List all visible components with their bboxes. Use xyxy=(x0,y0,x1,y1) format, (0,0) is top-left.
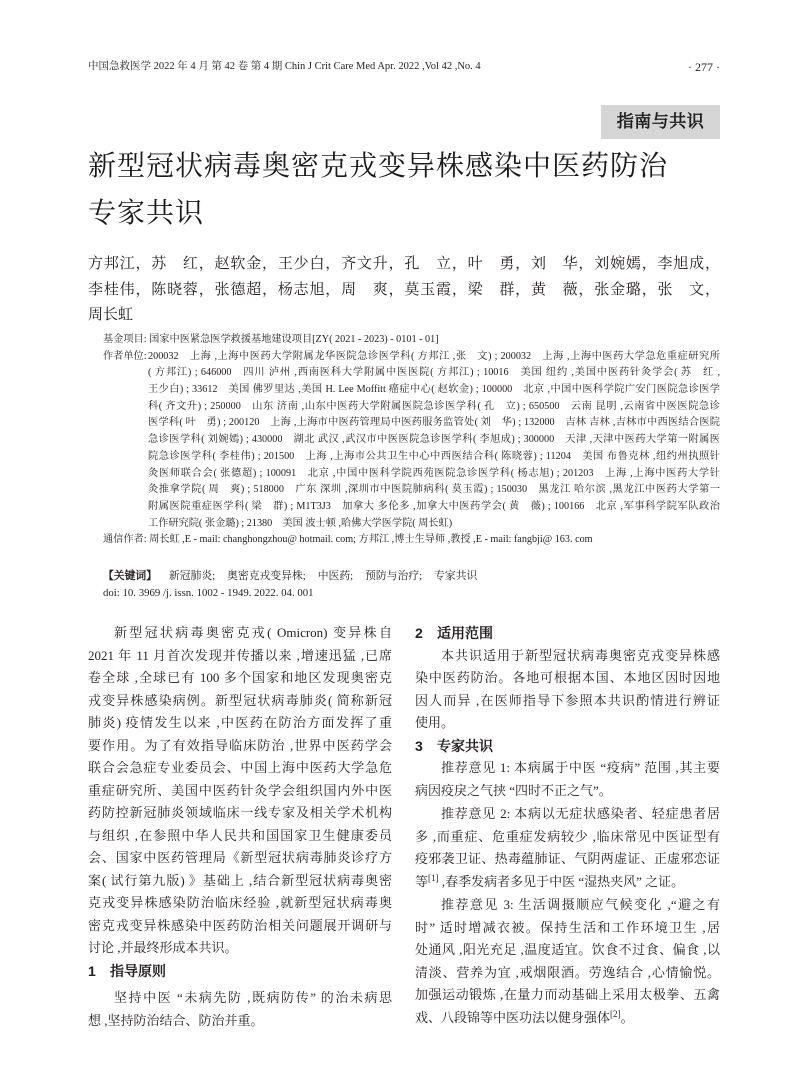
affiliation-line: 200032 上海 ,上海中医药大学附属龙华医院急诊医学科( 方邦江 ,张 文) ; 200032 上海 ,上海中医药大学急危重症研究所 xyxy=(148,350,720,362)
text-line: 处通风 ,阳光充足 ,温度适宜。饮食不过食、偏食 ,以 xyxy=(415,942,720,957)
text-line xyxy=(415,871,720,894)
body-column-right xyxy=(415,622,720,1029)
text-line: 讨论 ,并最终形成本共识。 xyxy=(88,940,238,955)
text-fragment: ,春季发病者多见于中医 “湿热夹风” 之证。 xyxy=(438,873,685,889)
keywords-block xyxy=(103,568,720,602)
text-line: 推荐意见 2: 本病以无症状感染者、轻症患者居 xyxy=(441,806,720,821)
keyword: 新冠肺炎; xyxy=(168,570,216,582)
keyword: 预防与治疗; xyxy=(365,570,423,582)
title-line: 新型冠状病毒奥密克戎变异株感染中医药防治 xyxy=(88,150,669,181)
text-line: 病因疫戾之气挟 “四时不正之气”。 xyxy=(415,782,612,798)
text-line: 案( 试行第九版) 》基础上 ,结合新型冠状病毒奥密 xyxy=(88,872,392,888)
text-line: 想 ,坚持防治结合、防治并重。 xyxy=(88,1012,264,1028)
affiliation-line: 医学科( 叶 勇) ; 200120 上海 ,上海市中医药管理局中医药服务监管处( 刘 华) ; 132000 吉林 吉林 ,吉林市中西医结合医院 xyxy=(148,417,720,429)
text-line: 清淡、营养为宜 ,戒烟限酒。劳逸结合 ,心情愉悦。 xyxy=(415,964,720,980)
section-number: 1 xyxy=(88,962,96,979)
text-line: 联合会急症专业委员会、中国上海中医药大学急危 xyxy=(88,760,392,775)
recommendation-2 xyxy=(415,803,720,893)
text-line: 2021 年 11 月首次发现并传播以来 ,增速迅猛 ,已席 xyxy=(88,647,392,663)
affiliation-line: 附属医院重症医学科( 梁 群) ; M1T3J3 加拿大 多伦多 ,加拿大中医药学会( 黄 薇) ; 100166 北京 ,军事科学院军队政治 xyxy=(148,500,720,512)
section-label: 指南与共识 xyxy=(601,105,720,139)
text-line: 多 ,而重症、危重症发病较少 ,临床常见中医证型有 xyxy=(415,828,720,844)
affiliation-line: 急诊医学科( 刘婉嫣) ; 430000 湖北 武汉 ,武汉市中医医院急诊医学科( 李旭成) ; 300000 天津 ,天津中医药大学第一附属医 xyxy=(148,434,720,446)
text-line: 密克戎变异株感染中医药防治相关问题展开调研与 xyxy=(88,917,392,933)
keywords-label: 【关键词】 xyxy=(103,570,157,582)
title-line: 专家共识 xyxy=(88,197,205,228)
recommendation-1 xyxy=(415,757,720,802)
text-fragment: 戏、八段锦等中医功法以健身强体 xyxy=(415,1009,611,1025)
text-line: 疫邪袭卫证、热毒蕴肺证、气阴两虚证、正虚邪恋证 xyxy=(415,851,720,866)
affiliations xyxy=(103,349,720,533)
text-line: 戎变异株感染病例。新型冠状病毒肺炎( 简称新冠 xyxy=(88,692,392,708)
text-line: 加强运动锻炼 ,在量力而动基础上采用太极拳、五禽 xyxy=(415,987,720,1002)
text-fragment: 等 xyxy=(415,873,429,889)
body-column-left xyxy=(88,622,392,1032)
text-line: 肺炎) 疫情发生以来 ,中医药在防治方面发挥了重 xyxy=(88,715,392,730)
section-heading xyxy=(415,735,720,758)
doi: doi: 10. 3969 /j. issn. 1002 - 1949. 2022. 04. 001 xyxy=(103,587,314,599)
affiliation-line: 灸医师联合会( 张德超) ; 100091 北京 ,中国中医科学院西苑医院急诊医学科( 杨志旭) ; 201203 上海 ,上海中医药大学针 xyxy=(148,467,720,479)
keyword: 中医药; xyxy=(317,570,354,582)
text-line: 卷全球 ,全球已有 100 多个国家和地区发现奥密克 xyxy=(88,670,392,685)
affiliation-line: 王少白) ; 33612 美国 佛罗里达 ,美国 H. Lee Moffitt 癌症中心( 赵软金) ; 100000 北京 ,中国中医科学院广安门医院急诊医学 xyxy=(148,384,720,396)
paragraph xyxy=(88,987,392,1032)
correspondence-text: 周长虹 ,E - mail: changhongzhou@ hotmail. com; 方邦江 ,博士生导师 ,教授 ,E - mail: fangbji@ 163. com xyxy=(146,534,593,546)
author-list xyxy=(88,252,720,329)
text-line: 与组织 ,在参照中华人民共和国国家卫生健康委员 xyxy=(88,827,392,843)
correspondence-label: 通信作者: xyxy=(103,534,147,546)
funding-label: 基金项目: xyxy=(103,334,147,345)
text-line: 会、国家中医药管理局《新型冠状病毒肺炎诊疗方 xyxy=(88,850,392,865)
keyword: 专家共识 xyxy=(434,570,478,582)
affiliation-line: ( 方邦江) ; 646000 四川 泸州 ,西南医科大学附属中医医院( 方邦江) ; 10016 美国 纽约 ,美国中医药针灸学会( 苏 红 , xyxy=(148,367,720,379)
section-number: 3 xyxy=(415,737,423,754)
text-line: 克戎变异株感染防治临床经验 ,就新型冠状病毒奥 xyxy=(88,895,392,910)
section-heading-text: 专家共识 xyxy=(437,737,493,754)
text-line: 坚持中医 “未病先防 ,既病防传” 的治未病思 xyxy=(114,990,392,1005)
affiliation-line: 工作研究院( 张金璐) ; 21380 美国 波士顿 ,哈佛大学医学院( 周长虹) xyxy=(148,517,453,529)
text-line: 重症研究所、美国中医药针灸学会组织国内外中医 xyxy=(88,782,392,798)
citation-ref[interactable]: [2] xyxy=(610,1008,621,1019)
section-heading-text: 指导原则 xyxy=(110,962,166,979)
text-line: 使用。 xyxy=(415,715,455,730)
text-line: 推荐意见 3: 生活调摄顺应气候变化 ,“避之有 xyxy=(441,897,720,912)
text-line: 因人而异 ,在医师指导下参照本共识酌情进行辨证 xyxy=(415,692,720,708)
section-number: 2 xyxy=(415,625,423,641)
running-head: 中国急救医学 2022 年 4 月 第 42 卷 第 4 期 Chin J Crit Care Med Apr. 2022 ,Vol 42 ,No. 4 xyxy=(88,61,481,72)
keywords xyxy=(103,568,720,585)
section-heading xyxy=(415,622,720,645)
citation-ref[interactable]: [1] xyxy=(428,872,439,883)
affiliations-label: 作者单位: xyxy=(103,350,147,362)
text-line: 药防控新冠肺炎领域临床一线专家及相关学术机构 xyxy=(88,805,392,820)
funding-text: 国家中医紧急医学救援基地建设项目[ZY( 2021 - 2023) - 0101 - 01] xyxy=(146,334,439,345)
text-line: 要作用。为了有效指导临床防治 ,世界中医药学会 xyxy=(88,737,392,753)
author-line: 周长虹 xyxy=(88,307,134,323)
article-title xyxy=(88,142,720,236)
text-line: 染中医药防治。各地可根据本国、本地区因时因地 xyxy=(415,670,720,685)
text-line: 推荐意见 1: 本病属于中医 “疫病” 范围 ,其主要 xyxy=(441,760,720,775)
front-matter xyxy=(103,332,720,549)
recommendation-3 xyxy=(415,894,720,1029)
affiliation-line: 科( 齐文升) ; 250000 山东 济南 ,山东中医药大学附属医院急诊医学科( 孔 立) ; 650500 云南 昆明 ,云南省中医医院急诊 xyxy=(148,400,720,412)
author-line: 方邦江，苏 红，赵软金，王少白，齐文升，孔 立，叶 勇，刘 华，刘婉嫣，李旭成， xyxy=(88,256,720,272)
section-heading-text: 适用范围 xyxy=(437,625,493,641)
correspondence xyxy=(103,532,720,549)
intro-paragraph xyxy=(88,622,392,960)
affiliation-line: 灸推拿学院( 周 爽) ; 518000 广东 深圳 ,深圳市中医院肺病科( 莫玉霞) ; 150030 黑龙江 哈尔滨 ,黑龙江中医药大学第一 xyxy=(148,484,720,496)
paragraph xyxy=(415,645,720,735)
funding xyxy=(103,332,720,349)
affiliation-line: 院急诊医学科( 李桂伟) ; 201500 上海 ,上海市公共卫生中心中西医结合科( 陈晓蓉) ; 11204 美国 布鲁克林 ,纽约州执照针 xyxy=(148,450,720,462)
text-line: 时” 适时增减衣被。保持生活和工作环境卫生 ,居 xyxy=(415,919,720,935)
text-line xyxy=(415,1007,720,1030)
author-line: 李桂伟，陈晓蓉，张德超，杨志旭，周 爽，莫玉霞，梁 群，黄 薇，张金璐，张 文， xyxy=(88,281,720,298)
text-fragment: 。 xyxy=(620,1009,634,1025)
text-line: 新型冠状病毒奥密克戎( Omicron) 变异株自 xyxy=(114,625,392,640)
section-heading xyxy=(88,960,392,983)
page-number: · 277 · xyxy=(688,60,720,74)
keyword: 奥密克戎变异株; xyxy=(227,570,306,582)
text-line: 本共识适用于新型冠状病毒奥密克戎变异株感 xyxy=(441,647,720,663)
